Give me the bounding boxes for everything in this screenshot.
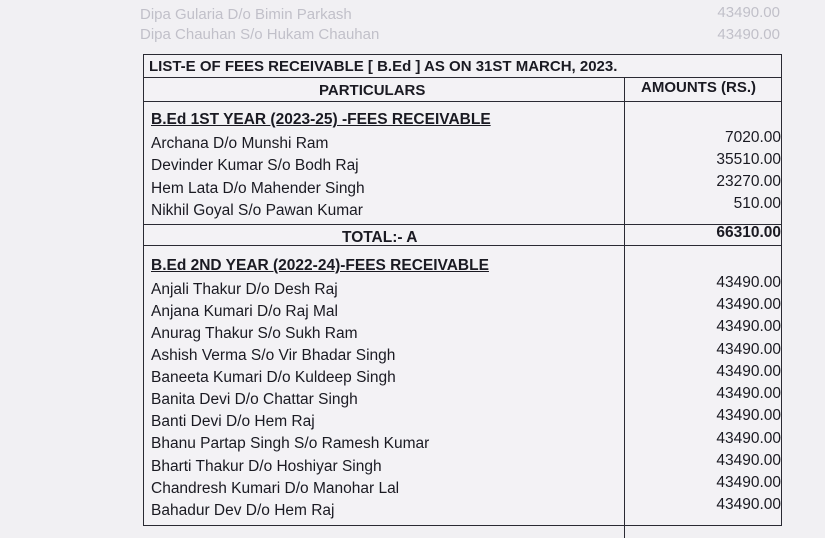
list-item-amount: 43490.00 xyxy=(716,385,781,402)
total-bottom-divider xyxy=(144,245,781,246)
bleed-row-2-text: Dipa Chauhan S/o Hukam Chauhan xyxy=(140,26,380,43)
header-divider xyxy=(144,101,781,102)
list-item: Bharti Thakur D/o Hoshiyar Singh xyxy=(151,458,382,475)
list-item: Ashish Verma S/o Vir Bhadar Singh xyxy=(151,347,396,364)
list-item-amount: 43490.00 xyxy=(716,341,781,358)
list-item-amount: 43490.00 xyxy=(716,496,781,513)
list-item-amount: 7020.00 xyxy=(724,129,781,146)
list-item: Nikhil Goyal S/o Pawan Kumar xyxy=(151,202,363,219)
amounts-header: AMOUNTS (RS.) xyxy=(641,79,756,96)
bleed-through-text xyxy=(140,0,780,55)
list-item: Anurag Thakur S/o Sukh Ram xyxy=(151,325,358,342)
column-divider xyxy=(624,78,625,538)
list-item-amount: 23270.00 xyxy=(716,173,781,190)
list-item-amount: 43490.00 xyxy=(716,274,781,291)
list-item: Bahadur Dev D/o Hem Raj xyxy=(151,502,335,519)
total-amount: 66310.00 xyxy=(716,224,781,241)
total-label: TOTAL:- A xyxy=(342,229,418,246)
list-item: Banita Devi D/o Chattar Singh xyxy=(151,391,358,408)
list-item: Banti Devi D/o Hem Raj xyxy=(151,413,315,430)
list-item: Hem Lata D/o Mahender Singh xyxy=(151,180,365,197)
list-item: Archana D/o Munshi Ram xyxy=(151,135,329,152)
section2-heading: B.Ed 2ND YEAR (2022-24)-FEES RECEIVABLE xyxy=(151,257,489,274)
list-item-amount: 43490.00 xyxy=(716,363,781,380)
list-item-amount: 43490.00 xyxy=(716,474,781,491)
list-item: Chandresh Kumari D/o Manohar Lal xyxy=(151,480,400,497)
document-title: LIST-E OF FEES RECEIVABLE [ B.Ed ] AS ON 31ST MARCH, 2023. xyxy=(144,55,781,78)
list-item-amount: 43490.00 xyxy=(716,452,781,469)
list-item: Devinder Kumar S/o Bodh Raj xyxy=(151,157,359,174)
list-item: Bhanu Partap Singh S/o Ramesh Kumar xyxy=(151,435,430,452)
list-item: Anjana Kumari D/o Raj Mal xyxy=(151,303,338,320)
bleed-row-1-text: Dipa Gularia D/o Bimin Parkash xyxy=(140,6,352,23)
list-item: Anjali Thakur D/o Desh Raj xyxy=(151,281,338,298)
bleed-row-2-amount: 43490.00 xyxy=(717,26,780,43)
list-item-amount: 510.00 xyxy=(733,195,781,212)
list-item-amount: 43490.00 xyxy=(716,407,781,424)
list-item-amount: 35510.00 xyxy=(716,151,781,168)
fees-table xyxy=(143,54,782,526)
list-item-amount: 43490.00 xyxy=(716,318,781,335)
particulars-header: PARTICULARS xyxy=(319,82,426,99)
list-item-amount: 43490.00 xyxy=(716,430,781,447)
list-item-amount: 43490.00 xyxy=(716,296,781,313)
bleed-row-1-amount: 43490.00 xyxy=(717,4,780,21)
section1-heading: B.Ed 1ST YEAR (2023-25) -FEES RECEIVABLE xyxy=(151,111,491,128)
list-item: Baneeta Kumari D/o Kuldeep Singh xyxy=(151,369,396,386)
